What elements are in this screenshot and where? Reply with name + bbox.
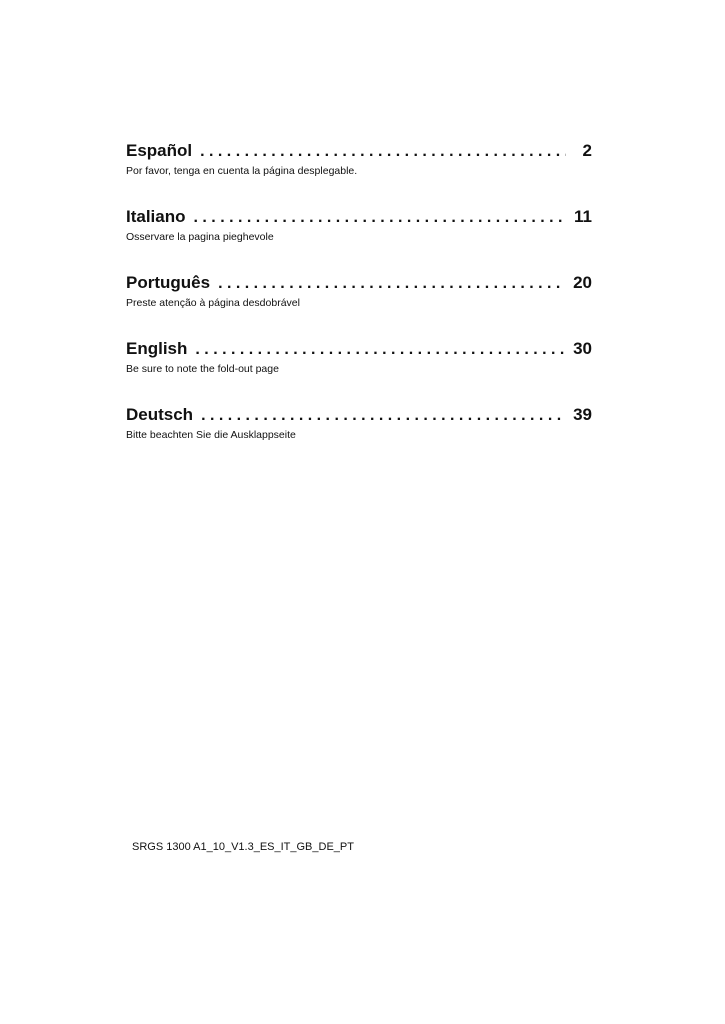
toc-entry-espanol[interactable] — [126, 140, 592, 206]
toc-line — [126, 404, 592, 426]
toc-entry-deutsch[interactable] — [126, 404, 592, 470]
toc-language: Italiano — [126, 207, 186, 226]
dot-leader — [194, 207, 566, 229]
toc-language: English — [126, 339, 188, 358]
toc-page-number: 39 — [573, 405, 592, 424]
toc-line — [126, 338, 592, 360]
toc-note: Bitte beachten Sie die Ausklappseite — [126, 429, 296, 441]
toc-language: Português — [126, 273, 211, 292]
dot-leader — [200, 141, 566, 163]
dot-leader — [218, 273, 565, 295]
dot-leader — [201, 405, 565, 427]
toc-note: Be sure to note the fold-out page — [126, 363, 279, 375]
table-of-contents — [126, 140, 592, 470]
toc-entry-italiano[interactable] — [126, 206, 592, 272]
toc-page-number: 20 — [573, 273, 592, 292]
toc-page-number: 11 — [574, 207, 592, 226]
toc-page-number: 30 — [573, 339, 592, 358]
toc-note: Osservare la pagina pieghevole — [126, 231, 274, 243]
toc-language: Deutsch — [126, 405, 194, 424]
toc-line — [126, 272, 592, 294]
toc-language: Español — [126, 141, 193, 160]
toc-page-number: 2 — [582, 141, 592, 160]
toc-entry-english[interactable] — [126, 338, 592, 404]
toc-entry-portugues[interactable] — [126, 272, 592, 338]
toc-line — [126, 140, 592, 162]
toc-note: Preste atenção à página desdobrável — [126, 297, 300, 309]
toc-note: Por favor, tenga en cuenta la página desplegable. — [126, 165, 358, 177]
document-code: SRGS 1300 A1_10_V1.3_ES_IT_GB_DE_PT — [132, 841, 354, 853]
toc-line — [126, 206, 592, 228]
dot-leader — [195, 339, 565, 361]
